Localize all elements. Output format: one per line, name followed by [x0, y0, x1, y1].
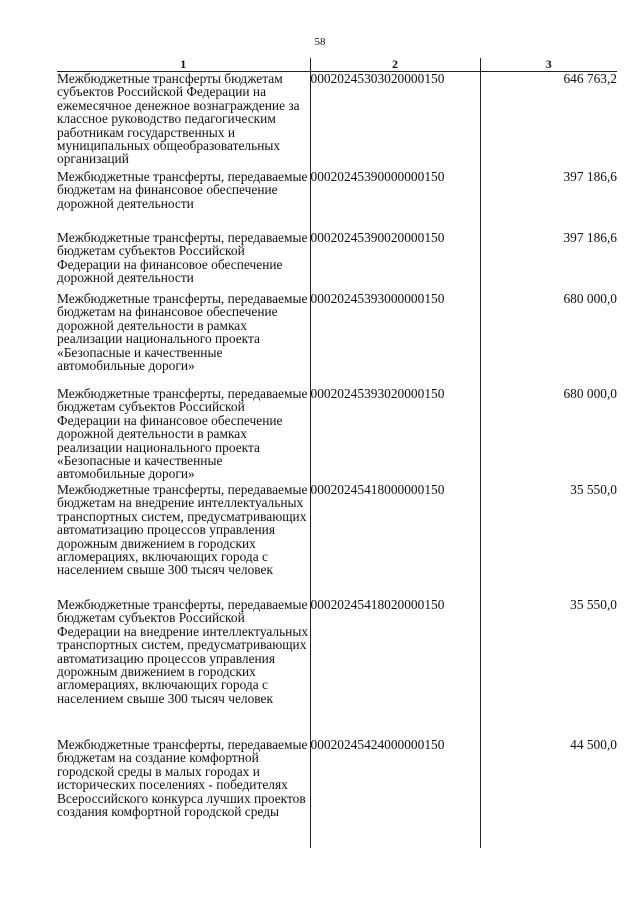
row-code: 00020245393000000150	[310, 292, 480, 387]
column-header-2: 2	[310, 58, 480, 72]
row-amount: 35 550,0	[480, 598, 617, 738]
row-description: Межбюджетные трансферты, передаваемые бюджетам субъектов Российской Федерации на финансовое обеспечение дорожной деятельности в рамках реализации национального проекта «Безопасные и качественные автомобильные дороги»	[57, 386, 308, 482]
row-amount: 646 763,2	[480, 72, 617, 171]
row-code: 00020245303020000150	[310, 72, 480, 171]
table-row	[57, 387, 617, 483]
row-description: Межбюджетные трансферты, передаваемые бюджетам на финансовое обеспечение дорожной деятельности в рамках реализации национального проекта «Безопасные и качественные автомобильные дороги»	[57, 291, 308, 374]
row-code: 00020245390020000150	[310, 231, 480, 292]
table-row	[57, 72, 617, 171]
row-description: Межбюджетные трансферты, передаваемые бюджетам на внедрение интеллектуальных транспортных систем, предусматривающих автоматизацию процессов управления дорожным движением в городских агломерациях, включающих города с населением свыше 300 тысяч человек	[57, 482, 308, 578]
column-header-1: 1	[57, 58, 310, 72]
row-description: Межбюджетные трансферты бюджетам субъектов Российской Федерации на ежемесячное денежное вознаграждение за классное руководство педагогическим работникам государственных и муниципальных общеобразовательных организаций	[57, 71, 300, 167]
table-row	[57, 598, 617, 738]
table-header-row	[57, 58, 617, 72]
row-amount: 35 550,0	[480, 483, 617, 598]
column-header-3: 3	[480, 58, 617, 72]
row-description: Межбюджетные трансферты, передаваемые бюджетам на создание комфортной городской среды в малых городах и исторических поселениях - победителях Всероссийского конкурса лучших проектов создания комфортной городской среды	[57, 737, 308, 820]
row-amount: 680 000,0	[480, 387, 617, 483]
row-description: Межбюджетные трансферты, передаваемые бюджетам на финансовое обеспечение дорожной деятельности	[57, 169, 308, 211]
budget-transfers-table	[57, 58, 617, 848]
table-row	[57, 170, 617, 231]
row-amount: 397 186,6	[480, 170, 617, 231]
row-code: 00020245393020000150	[310, 387, 480, 483]
row-description: Межбюджетные трансферты, передаваемые бюджетам субъектов Российской Федерации на внедрение интеллектуальных транспортных систем, предусматривающих автоматизацию процессов управления дорожным движением в городских агломерациях, включающих города с населением свыше 300 тысяч человек	[57, 597, 309, 706]
table-row	[57, 231, 617, 292]
table-row	[57, 738, 617, 848]
row-code: 00020245424000000150	[310, 738, 480, 848]
row-code: 00020245418000000150	[310, 483, 480, 598]
row-amount: 680 000,0	[480, 292, 617, 387]
row-amount: 397 186,6	[480, 231, 617, 292]
table-row	[57, 483, 617, 598]
row-description: Межбюджетные трансферты, передаваемые бюджетам субъектов Российской Федерации на финансовое обеспечение дорожной деятельности	[57, 230, 308, 286]
page-number: 58	[314, 36, 326, 48]
row-code: 00020245390000000150	[310, 170, 480, 231]
row-code: 00020245418020000150	[310, 598, 480, 738]
row-amount: 44 500,0	[480, 738, 617, 848]
table-row	[57, 292, 617, 387]
